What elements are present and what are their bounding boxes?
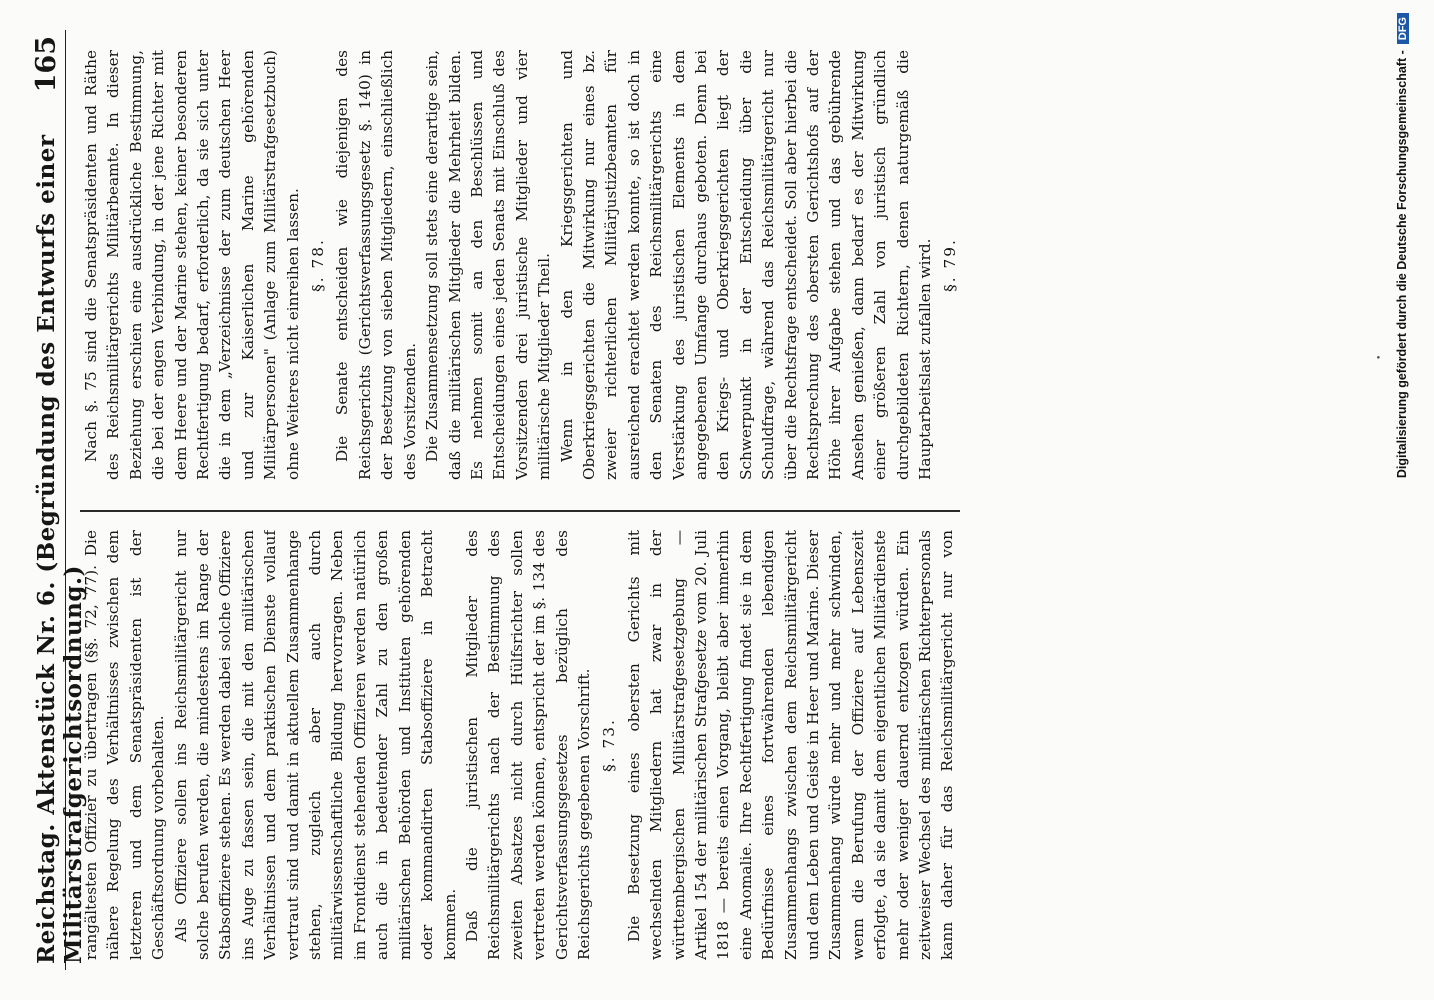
digitization-credit	[1395, 13, 1417, 988]
section-heading: §. 79.	[941, 238, 960, 292]
paragraph: Die Besetzung eines obersten Gerichts mit wechselnden Mitgliedern hat zwar in der württembergischen Militärstrafgesetzgebung — Artikel 154 der militärischen Strafgesetze vom 20. Juli 1818 — bereits einen Vorgang, bleibt aber immerhin eine Anomalie. Ihre Rechtfertigung findet sie in dem Bedürfnisse eines fortwährenden lebendigen Zusammenhangs zwischen dem Reichsmilitärgericht und dem Leben und Geiste in Heer und Marine. Dieser Zusammenhang würde mehr und mehr schwinden, wenn die Berufung der Offiziere auf Lebenszeit erfolgte, da sie damit dem eigentlichen Militärdienste mehr oder weniger dauernd entzogen würden. Ein zeitweiser Wechsel des militärischen Richterpersonals kann daher für das Reichsmilitärgericht nur von	[624, 530, 957, 960]
paragraph: Daß die juristischen Mitglieder des Reichsmilitärgerichts nach der Bestimmung des zweiten Absatzes nicht durch Hülfsrichter sollen vertreten werden können, entspricht der im §. 134 des Gerichtsverfassungsgesetzes bezüglich des Reichsgerichts gegebenen Vorschrift.	[462, 530, 593, 960]
paragraph: rangältesten Offizier zu übertragen (§§. 72, 77). Die nähere Regelung des Verhältnisses zwischen dem letzteren und dem Senatspräsidenten ist der Geschäftsordnung vorbehalten.	[82, 530, 168, 960]
left-column	[80, 530, 960, 960]
dfg-logo: DFG	[1397, 13, 1409, 44]
paragraph: Nach §. 75 sind die Senatspräsidenten und Räthe des Reichsmilitärgerichts Militärbeamte. In dieser Beziehung erschien eine ausdrückliche Bestimmung, die bei der engen Verbindung, in der jene Richter mit dem Heere und der Marine stehen, keiner besonderen Rechtfertigung bedarf, erforderlich, da sie sich unter die in dem „Verzeichnisse der zum deutschen Heer und zur Kaiserlichen Marine gehörenden Militärpersonen" (Anlage zum Militärstrafgesetzbuch) ohne Weiteres nicht einreihen lassen.	[82, 50, 302, 480]
page-number: 165	[31, 36, 62, 93]
paragraph: Als Offiziere sollen ins Reichsmilitärgericht nur solche berufen werden, die mindestens im Range der Stabsoffiziere stehen. Es werden dabei solche Offiziere ins Auge zu fassen sein, die mit den militärischen Verhältnissen und dem praktischen Dienste vollauf vertraut sind und damit in aktuellem Zusammenhange stehen, zugleich aber auch durch militärwissenschaftliche Bildung hervorragen. Neben im Frontdienst stehenden Offizieren werden natürlich auch die in bedeutender Zahl zu den großen militärischen Behörden und Instituten gehörenden oder kommandirten Stabsoffiziere in Betracht kommen.	[171, 530, 459, 960]
paragraph: Die Zusammensetzung soll stets eine derartige sein, daß die militärischen Mitglieder die Mehrheit bilden. Es nehmen somit an den Beschlüssen und Entscheidungen eines jeden Senats mit Einschluß des Vorsitzenden drei juristische Mitglieder und vier militärische Mitglieder Theil.	[423, 50, 554, 480]
scan-speck: •	[1375, 354, 1385, 360]
running-title: Reichstag. Aktenstück Nr. 6. (Begründung des Entwurfs einer Militärstrafgerichtsordnung.)	[33, 134, 87, 964]
credit-text: Digitalisierung gefördert durch die Deutsche Forschungsgemeinschaft -	[1395, 50, 1409, 479]
right-column	[80, 50, 960, 480]
column-divider	[80, 511, 960, 513]
section-heading: §. 78.	[309, 238, 328, 292]
section-heading: §. 73.	[600, 718, 619, 772]
paragraph: Die Senate entscheiden wie diejenigen des Reichsgerichts (Gerichtsverfassungsgesetz §. 140) in der Besetzung von sieben Mitgliedern, einschließlich des Vorsitzenden.	[333, 50, 419, 480]
paragraph: Wenn in den Kriegsgerichten und Oberkriegsgerichten die Mitwirkung nur eines bz. zweier richterlichen Militärjustizbeamten für ausreichend erachtet werden konnte, so ist doch in den Senaten des Reichsmilitärgerichts eine Verstärkung des juristischen Elements in dem angegebenen Umfange durchaus geboten. Denn bei den Kriegs- und Oberkriegsgerichten liegt der Schwerpunkt in der Entscheidung über die Schuldfrage, während das Reichsmilitärgericht nur über die Rechtsfrage entscheidet. Soll aber hierbei die Rechtsprechung des obersten Gerichtshofs auf der Höhe ihrer Aufgabe stehen und das gebührende Ansehen genießen, dann bedarf es der Mitwirkung einer größeren Zahl von juristisch gründlich durchgebildeten Richtern, denen naturgemäß die Hauptarbeitslast zufallen wird.	[557, 50, 935, 480]
page-header	[25, 30, 87, 970]
